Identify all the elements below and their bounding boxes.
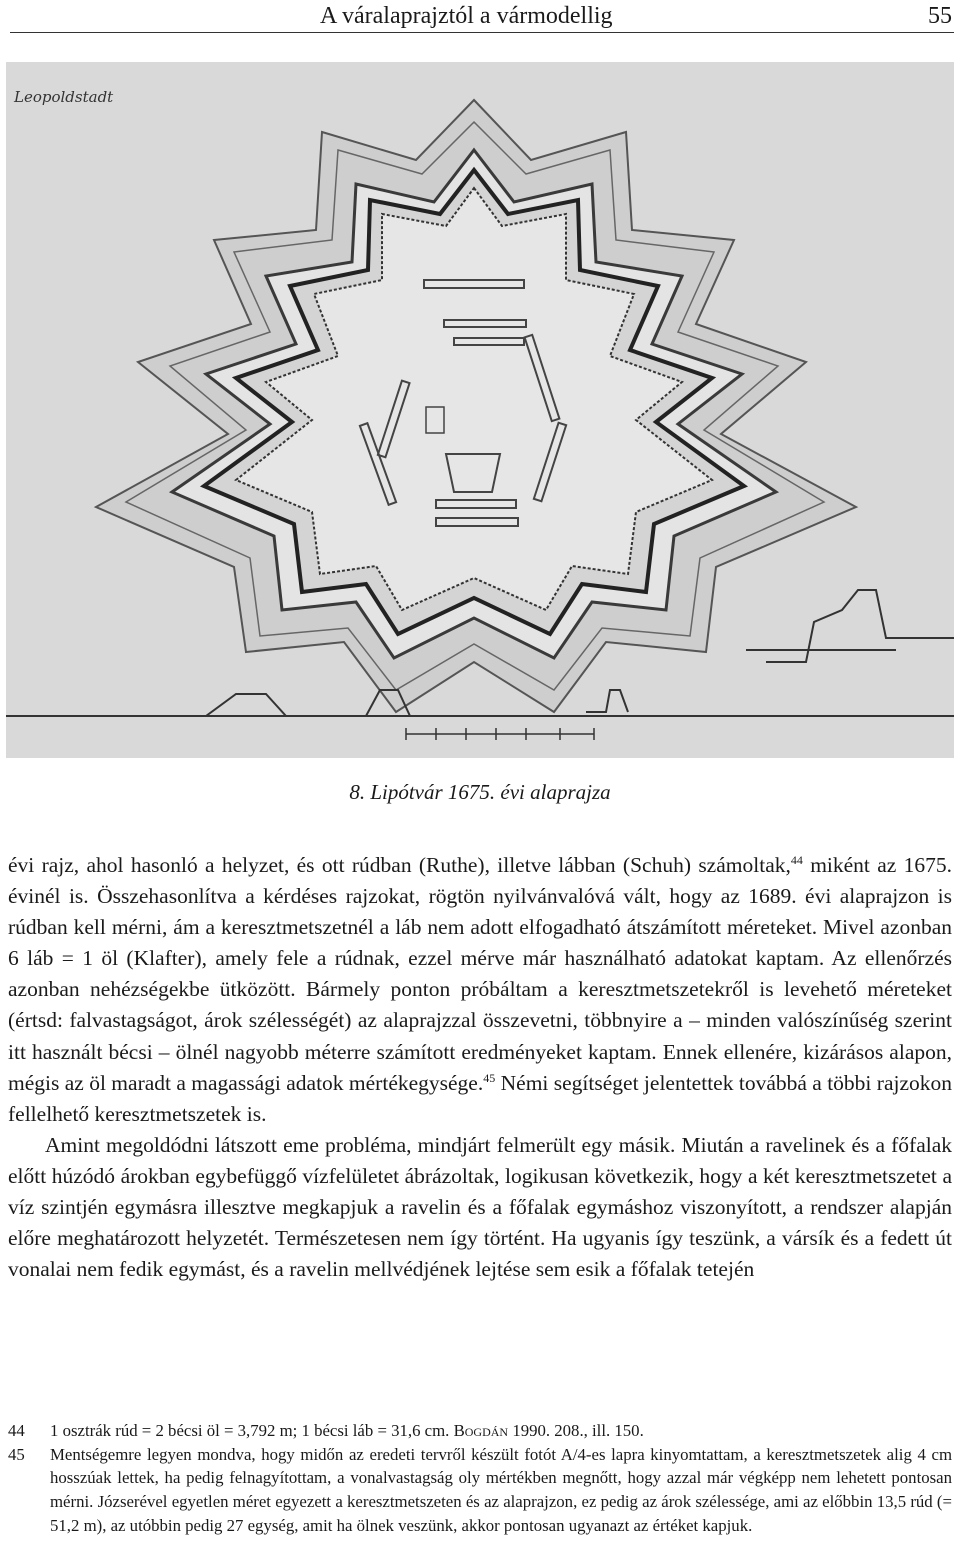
footnote-number: 44 [8, 1421, 25, 1440]
fortress-plan-figure [6, 62, 954, 758]
footnote-text: Mentségemre legyen mondva, hogy midőn az eredeti tervről készült fotót A/4-es lapra kinyomtattam, a keresztmetszetek alig 4 cm hosszúak lettek, ha pedig felnagyítottam, a vonalvastagság oly mértékben megnőtt, hogy azzal már végképp nem lehetett pontosan mérni. Józserével egyetlen méret egyezett a keresztmetszeten és az alaprajzon, ez pedig az árok szélessége, ami az előbbin 13,5 rúd (= 51,2 m), az utóbbin pedig 27 egység, amit ha ölnek veszünk, akkor pontosan ugyanazt az értéket kapjuk. [50, 1444, 952, 1535]
paragraph-2: Amint megoldódni látszott eme probléma, mindjárt felmerült egy másik. Miután a ravelinek és a főfalak előtt húzódó árokban egybefüggő vízfelületet ábrázoltak, logikusan következik, hogy a két keresztmetszetet a víz szintjén egymásra illesztve megkapjuk a ravelin és a főfalak egymáshoz viszonyított, a rendszer alapján előre meghatározott helyzetét. Természetesen nem így történt. Ha ugyanis így teszünk, a vársík és a fedett út vonalai nem fedik egymást, és a ravelin mellvédjének lejtése sem esik a főfalak tetején [8, 1132, 952, 1282]
fortress-plan-drawing [6, 62, 954, 758]
body-text [8, 850, 952, 1285]
handwritten-title: Leopoldstadt [14, 88, 114, 106]
footnote-44 [8, 1419, 952, 1443]
footnote-ref-45: 45 [483, 1070, 496, 1085]
footnote-45 [8, 1443, 952, 1538]
footnotes [8, 1419, 952, 1538]
body-line-1: évi rajz, ahol hasonló a helyzet, és ott rúdban (Ruthe), illetve lábban (Schuh) számoltak, [8, 853, 791, 877]
footnote-ref-44: 44 [790, 853, 803, 867]
page-number: 55 [928, 3, 952, 29]
running-header [10, 2, 954, 33]
paragraph-1 [8, 850, 952, 1130]
paragraph-1-tail: Némi segítséget jelentettek továbbá a többi rajzokon fellelhető keresztmetszetek is. [8, 1070, 952, 1126]
footnote-author: Bogdán [453, 1421, 509, 1440]
running-title: A váralaprajztól a vármodellig [320, 3, 613, 29]
paragraph-1-text: miként az 1675. évinél is. Összehasonlítva a kérdéses rajzokat, rögtön nyilvánvalóvá vált, hogy az 1689. évi alaprajzon is rúdban kell mérni, ám a keresztmetszetnél a láb nem adott elfogadható átszámított méreteket. Mivel azonban 6 láb = 1 öl (Klafter), amely fele a rúdnak, ezzel mérve már használható adatokat kaptam. Az ellenőrzés azonban nehézségekbe ütközött. Bármely ponton próbáltam a keresztmetszetekről is levehető méreteket (értsd: falvastagságot, árok szélességét) az alaprajzzal összevetni, többnyire a – minden valószínűség szerint itt használt bécsi – ölnél nagyobb méterre számított eredményeket kaptam. Ennek ellenére, kizárásos alapon, mégis az öl maradt a magassági adatok mértékegysége. [8, 853, 952, 1095]
figure-caption: 8. Lipótvár 1675. évi alaprajza [349, 780, 611, 804]
footnote-citation: 1990. 208., ill. 150. [512, 1421, 644, 1440]
footnote-text: 1 osztrák rúd = 2 bécsi öl = 3,792 m; 1 bécsi láb = 31,6 cm. [50, 1421, 450, 1440]
footnote-number: 45 [8, 1444, 25, 1464]
